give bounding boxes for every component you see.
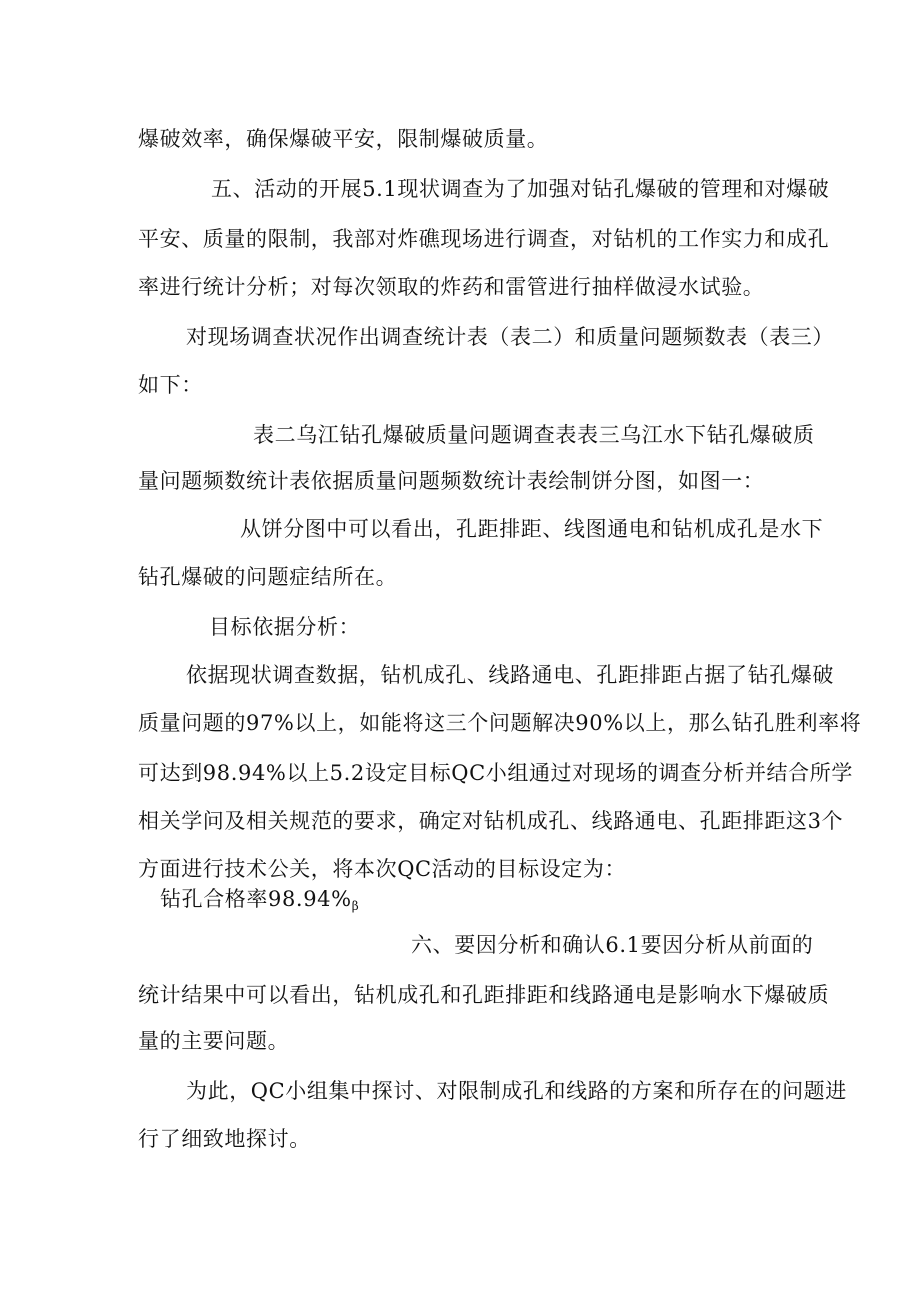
text-line-10: 钻孔爆破的问题症结所在。 — [138, 565, 398, 589]
text-line-17 — [160, 884, 810, 921]
text-line-19: 统计结果中可以看出，钻机成孔和孔距排距和线路通电是影响水下爆破质 — [138, 983, 830, 1007]
text-line-8: 量问题频数统计表依据质量问题频数统计表绘制饼分图，如图一： — [138, 469, 765, 493]
qualification-rate-text: 钻孔合格率98.94% — [160, 887, 352, 911]
text-line-20: 量的主要问题。 — [138, 1029, 290, 1053]
text-line-7: 表二乌江钻孔爆破质量问题调查表表三乌江水下钻孔爆破质 — [253, 423, 815, 447]
text-line-1: 爆破效率，确保爆破平安，限制爆破质量。 — [138, 127, 549, 151]
text-line-12: 依据现状调查数据，钻机成孔、线路通电、孔距排距占据了钻孔爆破 — [186, 663, 834, 687]
text-line-9: 从饼分图中可以看出，孔距排距、线图通电和钻机成孔是水下 — [240, 517, 824, 541]
text-line-6: 如下： — [138, 373, 203, 397]
text-line-16: 方面进行技术公关，将本次QC活动的目标设定为： — [138, 857, 627, 881]
text-line-13: 质量问题的97%以上，如能将这三个问题解决90%以上，那么钻孔胜利率将 — [138, 711, 862, 735]
text-line-5: 对现场调查状况作出调查统计表（表二）和质量问题频数表（表三） — [186, 325, 834, 349]
text-line-18: 六、要因分析和确认6.1要因分析从前面的 — [411, 933, 814, 957]
subscript-mark: β — [351, 899, 359, 913]
text-line-14: 可达到98.94%以上5.2设定目标QC小组通过对现场的调查分析并结合所学 — [138, 761, 853, 785]
text-line-15: 相关学问及相关规范的要求，确定对钻机成孔、线路通电、孔距排距这3个 — [138, 809, 844, 833]
text-line-11: 目标依据分析： — [209, 615, 361, 639]
text-line-4: 率进行统计分析；对每次领取的炸药和雷管进行抽样做浸水试验。 — [138, 275, 765, 299]
text-line-21: 为此，QC小组集中探讨、对限制成孔和线路的方案和所存在的问题进 — [186, 1079, 847, 1103]
text-line-3: 平安、质量的限制，我部对炸礁现场进行调查，对钻机的工作实力和成孔 — [138, 227, 830, 251]
text-line-22: 行了细致地探讨。 — [138, 1127, 311, 1151]
text-line-2: 五、活动的开展5.1现状调查为了加强对钻孔爆破的管理和对爆破 — [211, 177, 830, 201]
